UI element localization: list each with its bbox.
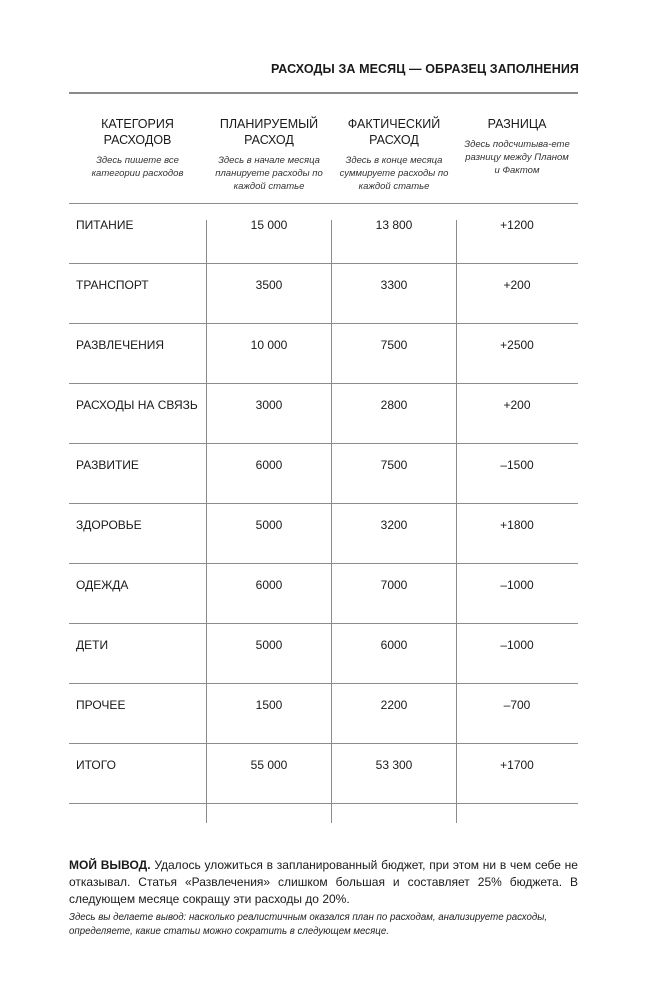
cell-difference: –700 (456, 684, 578, 744)
cell-category: ИТОГО (69, 744, 206, 804)
conclusion-hint: Здесь вы делаете вывод: насколько реалистичным оказался план по расходам, анализируете расходы, определяете, какие статьи можно сократить в следующем месяце. (69, 912, 548, 937)
column-separator (206, 220, 207, 823)
cell-difference: –1500 (456, 444, 578, 504)
cell-actual: 6000 (332, 624, 456, 684)
header-actual (332, 106, 456, 204)
header-planned (206, 106, 332, 204)
expenses-table (69, 106, 578, 804)
header-note: Здесь подсчитыва-ете разницу между Планом и Фактом (464, 139, 570, 176)
table-header-row (69, 106, 578, 204)
cell-category: РАСХОДЫ НА СВЯЗЬ (69, 384, 206, 444)
cell-category: ДЕТИ (69, 624, 206, 684)
cell-planned: 6000 (206, 564, 332, 624)
header-title: ФАКТИЧЕСКИЙ (347, 117, 441, 131)
cell-category: РАЗВИТИЕ (69, 444, 206, 504)
cell-difference: +1700 (456, 744, 578, 804)
table-row (69, 624, 578, 684)
cell-actual: 7500 (332, 444, 456, 504)
cell-category: ПИТАНИЕ (69, 204, 206, 264)
page-title: РАСХОДЫ ЗА МЕСЯЦ — ОБРАЗЕЦ ЗАПОЛНЕНИЯ (270, 62, 579, 76)
cell-planned: 5000 (206, 624, 332, 684)
conclusion-label: МОЙ ВЫВОД. (69, 858, 151, 872)
cell-planned: 10 000 (206, 324, 332, 384)
header-note: Здесь в конце месяца суммируете расходы по каждой статье (339, 155, 449, 192)
conclusion-paragraph (69, 857, 578, 908)
cell-category: ТРАНСПОРТ (69, 264, 206, 324)
cell-difference: –1000 (456, 624, 578, 684)
table-row (69, 684, 578, 744)
table-row (69, 264, 578, 324)
header-title: КАТЕГОРИЯ (101, 117, 174, 131)
cell-difference: +200 (456, 264, 578, 324)
header-note: Здесь пишете все категории расходов (91, 155, 184, 179)
cell-difference: +1200 (456, 204, 578, 264)
cell-planned: 3500 (206, 264, 332, 324)
cell-difference: –1000 (456, 564, 578, 624)
cell-actual: 2200 (332, 684, 456, 744)
header-title: РАСХОДОВ (103, 133, 172, 147)
header-title: РАСХОД (369, 133, 419, 147)
header-category (69, 106, 206, 204)
cell-category: ЗДОРОВЬЕ (69, 504, 206, 564)
table-row (69, 384, 578, 444)
cell-difference: +1800 (456, 504, 578, 564)
header-title: РАЗНИЦА (487, 117, 547, 131)
cell-actual: 7000 (332, 564, 456, 624)
table-row (69, 564, 578, 624)
cell-actual: 3300 (332, 264, 456, 324)
table-row (69, 204, 578, 264)
cell-planned: 6000 (206, 444, 332, 504)
cell-category: ОДЕЖДА (69, 564, 206, 624)
table-row (69, 504, 578, 564)
table-row (69, 324, 578, 384)
cell-planned: 3000 (206, 384, 332, 444)
cell-planned: 1500 (206, 684, 332, 744)
header-title: ПЛАНИРУЕМЫЙ (219, 117, 319, 131)
header-difference (456, 106, 578, 204)
title-divider (69, 92, 578, 94)
cell-actual: 3200 (332, 504, 456, 564)
cell-category: РАЗВЛЕЧЕНИЯ (69, 324, 206, 384)
cell-actual: 53 300 (332, 744, 456, 804)
cell-actual: 7500 (332, 324, 456, 384)
cell-planned: 5000 (206, 504, 332, 564)
column-separator (331, 220, 332, 823)
table-row (69, 444, 578, 504)
column-separator (456, 220, 457, 823)
cell-difference: +2500 (456, 324, 578, 384)
table-total-row (69, 744, 578, 804)
cell-category: ПРОЧЕЕ (69, 684, 206, 744)
cell-actual: 2800 (332, 384, 456, 444)
header-note: Здесь в начале месяца планируете расходы по каждой статье (215, 155, 323, 192)
cell-difference: +200 (456, 384, 578, 444)
conclusion-text: Удалось уложиться в запланированный бюджет, при этом ни в чем себе не отказывал. Статья «Развлечения» слишком большая и составляет 25% бюджета. В следующем месяце сокращу эти расходы до 20%. (69, 858, 578, 906)
cell-planned: 55 000 (206, 744, 332, 804)
header-title: РАСХОД (244, 133, 294, 147)
cell-planned: 15 000 (206, 204, 332, 264)
cell-actual: 13 800 (332, 204, 456, 264)
